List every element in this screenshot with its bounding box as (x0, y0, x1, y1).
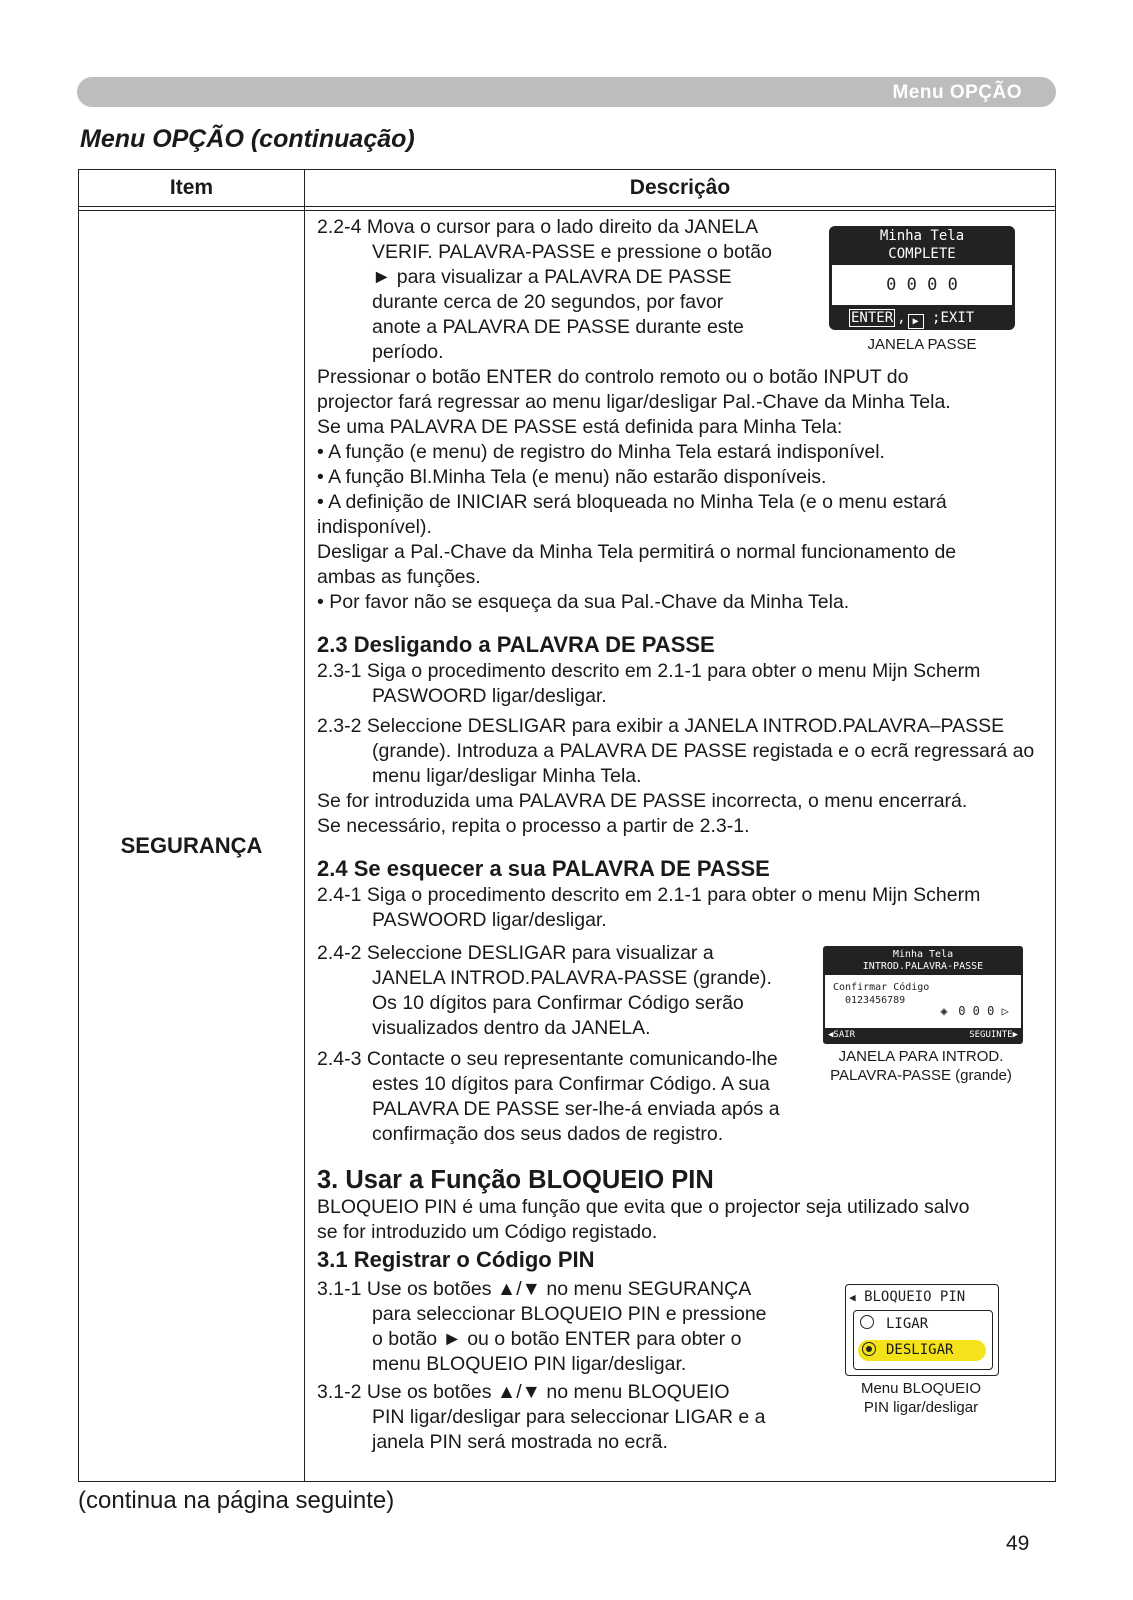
para-2-3-1: 2.3-1 Siga o procedimento descrito em 2.1-1 para obter o menu Mijn Scherm PASWOORD ligar/desligar. (317, 660, 981, 707)
screen1-enter-label: ENTER (851, 310, 894, 326)
col-desc-header: Descriçâo (305, 170, 1056, 207)
screen3-ligar: LIGAR (886, 1316, 929, 1332)
para-2-2-4: 2.2-4 Mova o cursor para o lado direito da JANELA VERIF. PALAVRA-PASSE e pressione o botão ► para visualizar a PALAVRA DE PASSE durante cerca de 20 segundos, por favor anote a PALAVRA DE PASSE durante este período. (317, 216, 772, 363)
para-3-1-1: 3.1-1 Use os botões ▲/▼ no menu SEGURANÇA para seleccionar BLOQUEIO PIN e pressione o botão ► ou o botão ENTER para obter o menu BLOQUEIO PIN ligar/desligar. (317, 1278, 767, 1375)
section-3: 3. Usar a Função BLOQUEIO PIN BLOQUEIO PIN é uma função que evita que o projector seja utilizado salvo se for introduzido um Código registado. 3.1 Registrar o Código PIN (317, 1165, 1045, 1274)
col-item-header: Item (79, 170, 305, 207)
para-3-1-2: 3.1-2 Use os botões ▲/▼ no menu BLOQUEIO PIN ligar/desligar para seleccionar LIGAR e a janela PIN será mostrada no ecrã. (317, 1381, 766, 1453)
page-title: Menu OPÇÃO (continuação) (80, 125, 415, 153)
radio-on-icon (862, 1342, 876, 1356)
screen1-exit-label: ;EXIT (932, 310, 975, 326)
screen1-line2: COMPLETE (888, 246, 956, 262)
password-entry-screen (823, 946, 1023, 1044)
radio-off-icon (860, 1315, 874, 1329)
continue-note: (continua na página seguinte) (78, 1487, 395, 1514)
page-number: 49 (1006, 1532, 1030, 1555)
section-2-3: 2.3 Desligando a PALAVRA DE PASSE 2.3-1 Siga o procedimento descrito em 2.1-1 para obter o menu Mijn Scherm PASWOORD ligar/desligar. 2.3-2 Seleccione DESLIGAR para exibir a JANELA INTROD.PALAVRA–PASSE (grande). Introduza a PALAVRA DE PASSE registada e o ecrã regressará ao menu ligar/desligar Minha Tela. Se for introduzida uma PALAVRA DE PASSE incorrecta, o menu encerrará. Se necessário, repita o processo a partir de 2.3-1. (317, 631, 1045, 839)
back-arrow-icon: ◀ (849, 1291, 856, 1304)
screen2-digits: 0123456789 (845, 995, 906, 1006)
pin-lock-menu-screen (845, 1284, 999, 1376)
heading-2-3: 2.3 Desligando a PALAVRA DE PASSE (317, 632, 715, 657)
screen3-title: BLOQUEIO PIN (864, 1289, 966, 1305)
dial-icon: ◈ (940, 1004, 948, 1018)
right-arrow-icon: ▶ (1012, 1030, 1018, 1040)
option-table (78, 169, 1056, 1482)
screen3-desligar: DESLIGAR (886, 1342, 954, 1358)
arrow-right-icon: ▷ (1001, 1004, 1009, 1018)
screen1-line1: Minha Tela (879, 228, 965, 244)
para-2-4-1: 2.4-1 Siga o procedimento descrito em 2.1-1 para obter o menu Mijn Scherm PASWOORD ligar/desligar. (317, 884, 981, 931)
screen3-caption: Menu BLOQUEIO PIN ligar/desligar (860, 1380, 982, 1416)
para-2-4-2: 2.4-2 Seleccione DESLIGAR para visualizar a JANELA INTROD.PALAVRA-PASSE (grande). Os 10 dígitos para Confirmar Código serão visualizados dentro da JANELA. (317, 942, 772, 1039)
heading-3: 3. Usar a Função BLOQUEIO PIN (317, 1166, 714, 1194)
header-tag: Menu OPÇÃO (892, 82, 1022, 103)
screen2-sair: SAIR (833, 1030, 856, 1040)
screen2-line2: INTROD.PALAVRA-PASSE (862, 961, 984, 972)
screen2-caption: JANELA PARA INTROD. PALAVRA-PASSE (grande) (830, 1048, 1012, 1084)
header-bar (77, 77, 1056, 107)
screen2-seguinte: SEGUINTE (969, 1030, 1013, 1040)
heading-2-4: 2.4 Se esquecer a sua PALAVRA DE PASSE (317, 856, 770, 881)
para-pressionar: Pressionar o botão ENTER do controlo remoto ou o botão INPUT do projector fará regressar ao menu ligar/desligar Pal.-Chave da Minha Tela. Se uma PALAVRA DE PASSE está definida para Minha Tela: • A função (e menu) de registro do Minha Tela estará indisponível. • A função Bl.Minha Tela (e menu) não estarão disponíveis. • A definição de INICIAR será bloqueada no Minha Tela (e o menu estará indisponível). Desligar a Pal.-Chave da Minha Tela permitirá o normal funcionamento de ambas as funções. • Por favor não se esqueça da sua Pal.-Chave da Minha Tela. (317, 366, 957, 613)
heading-3-1: 3.1 Registrar o Código PIN (317, 1247, 595, 1272)
password-window-screen: Minha Tela COMPLETE 0 0 0 0 ENTER , ▶ ;EXIT (829, 226, 1015, 330)
description-cell (305, 211, 1056, 1482)
item-seguranca: SEGURANÇA (79, 211, 305, 1482)
left-arrow-icon: ◀ (828, 1030, 834, 1040)
input-icon: ▶ (908, 314, 924, 329)
screen2-confirm-label: Confirmar Código (833, 982, 930, 993)
screen1-caption: JANELA PASSE (867, 336, 977, 353)
screen2-code: 0 0 0 (958, 1004, 995, 1018)
para-2-3-2: 2.3-2 Seleccione DESLIGAR para exibir a JANELA INTROD.PALAVRA–PASSE (grande). Introduza a PALAVRA DE PASSE registada e o ecrã regressará ao menu ligar/desligar Minha Tela. (317, 715, 1035, 787)
section-2-4 (317, 855, 1045, 933)
para-2-4-3: 2.4-3 Contacte o seu representante comunicando-lhe estes 10 dígitos para Confirmar Código. A sua PALAVRA DE PASSE ser-lhe-á enviada após a confirmação dos seus dados de registro. (317, 1048, 780, 1145)
screen1-code: 0 0 0 0 (832, 265, 1012, 305)
screen2-line1: Minha Tela (892, 949, 954, 960)
